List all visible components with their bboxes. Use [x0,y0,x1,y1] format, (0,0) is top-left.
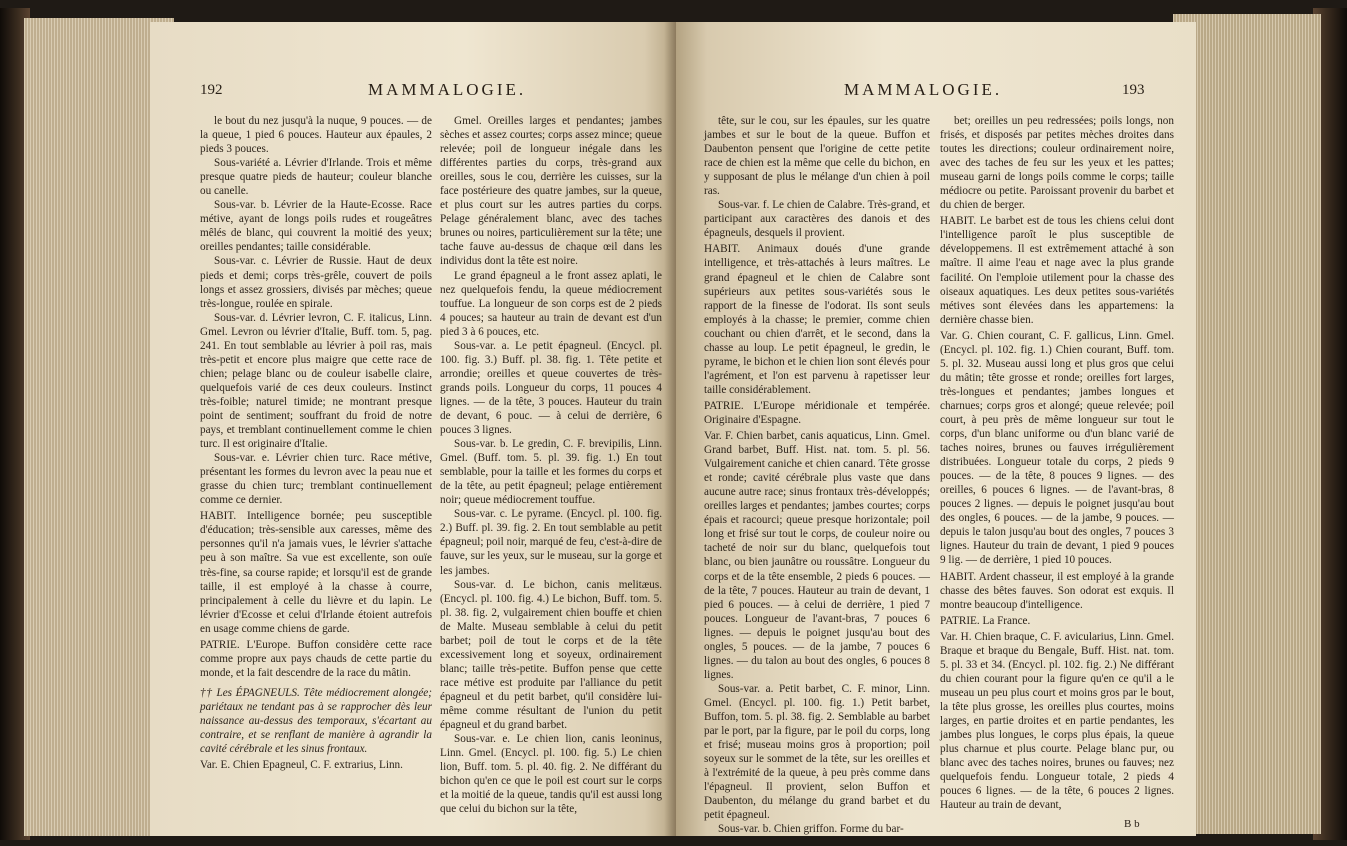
paragraph: Sous-var. b. Chien griffon. Forme du bar- [718,823,904,836]
paragraph: Var. E. Chien Epagneul, C. F. extrarius, Linn. [200,759,403,772]
paragraph: Sous-var. b. Le gredin, C. F. brevipilis, Linn. Gmel. (Buff. tom. 5. pl. 39. fig. 1.) En tout semblable, pour la taille et les formes du corps et de la tête, au petit épagneul; pelage entièrement noir; queue médiocrement touffue. [440,438,662,507]
paragraph: HABIT. Ardent chasseur, il est employé à la grande chasse des bêtes fauves. Son odorat est exquis. Il montre beaucoup d'intelligence. [940,570,1174,611]
paragraph: Sous-var. d. Le bichon, canis melitæus. (Encycl. pl. 100. fig. 4.) Le bichon, Buff. tom. 5. pl. 38. fig. 2, vulgairement chien bouffe et chien de Malte. Museau semblable à celui du petit barbet; poil de tout le corps et de la tête excessivement long et soyeux, ordinairement blanc; taille très-petite. Buffon pense que cette race métive est produite par l'alliance du petit épagneul et du petit barbet, qu'il considère lui-même comme résultant de l'union du petit épagneul et du grand barbet. [440,578,662,732]
right-column-b [940,114,1174,812]
paragraph: Sous-var. c. Lévrier de Russie. Haut de deux pieds et demi; corps très-grêle, couvert de poils longs et assez grossiers, divisés par mèches; queue très-longue, roulée en spirale. [200,255,432,310]
paragraph: HABIT. Animaux doués d'une grande intelligence, et très-attachés à leurs maîtres. Le grand épagneul et le chien de Calabre sont supérieurs aux petites sous-variétés sous le rapport de la finesse de l'odorat. Ils sont seuls employés à la chasse; le premier, comme chien couchant ou chien d'arrêt, et le second, dans la chasse au loup. Le petit épagneul, le gredin, le pyrame, le bichon et le chien lion sont élevés pour l'agrément, et l'on est parvenu à rapetisser leur taille considérablement. [704,243,930,396]
paragraph: Sous-var. e. Le chien lion, canis leoninus, Linn. Gmel. (Encycl. pl. 100. fig. 5.) Le chien lion, Buff. tom. 5. pl. 40. fig. 2. Ne différant du bichon qu'en ce que le poil est court sur le corps et la moitié de la queue, tandis qu'il est aussi long que celui du bichon sur la tête, [440,733,662,816]
paragraph: Gmel. Oreilles larges et pendantes; jambes sèches et assez courtes; corps assez mince; queue relevée; poil de longueur inégale dans les différentes parties du corps, très-grand aux oreilles, sous le cou, derrière les cuisses, sur la face postérieure des quatre jambes, sur la queue, et plus court sur les autres parties du corps. Pelage généralement blanc, avec des taches brunes ou noires, particulièrement sur la tête; une tache fauve au-dessus de chaque œil dans les individus dont la tête est noire. [440,115,662,268]
paragraph: Sous-var. a. Petit barbet, C. F. minor, Linn. Gmel. (Encycl. pl. 100. fig. 1.) Petit barbet, Buffon, tom. 5. pl. 38. fig. 2. Semblable au barbet par le port, par la figure, par le poil du corps, long et frisé; museau moins gros à proportion; poil soyeux sur le sommet de la tête, sur les oreilles et à l'extrémité de la queue, à peu près comme dans l'épagneul. Il provient, selon Buffon et Daubenton, du mélange du grand barbet et du petit épagneul. [704,682,930,822]
page-number-right: 193 [1122,82,1145,98]
paragraph: Sous-var. c. Le pyrame. (Encycl. pl. 100. fig. 2.) Buff. pl. 39. fig. 2. En tout semblable au petit épagneul; poil noir, marqué de feu, c'est-à-dire de fauve, sur les yeux, sur le museau, sur la gorge et les jambes. [440,508,662,577]
paragraph: Sous-var. b. Lévrier de la Haute-Ecosse. Race métive, ayant de longs poils rudes et rougeâtres mêlés de blanc, qui couvrent la moitié des yeux; oreilles pendantes; taille considérable. [200,199,432,254]
paragraph: PATRIE. La France. [940,614,1031,627]
paragraph: PATRIE. L'Europe méridionale et tempérée. Originaire d'Espagne. [704,399,930,426]
paragraph: HABIT. Le barbet est de tous les chiens celui dont l'intelligence paroît le plus susceptible de développemens. Il est extrêmement attaché à son maître. Il aime l'eau et nage avec la plus grande facilité. On l'emploie utilement pour la chasse des oiseaux aquatiques. Les deux petites sous-variétés métives sont élevées dans les appartemens: la dernière chasse bien. [940,215,1174,326]
paragraph: Sous-var. e. Lévrier chien turc. Race métive, présentant les formes du levron avec la peau nue et grasse du chien turc; tremblant continuellement comme ce dernier. [200,452,432,507]
paragraph: Var. H. Chien braque, C. F. avicularius, Linn. Gmel. Braque et braque du Bengale, Buff. Hist. nat. tom. 5. pl. 33 et 34. (Encycl. pl. 102. fig. 2.) Ne différant du chien courant pour la figure qu'en ce qu'il a le museau un peu plus court et moins gros par le bout, la tête plus grosse, les oreilles plus courtes, moins larges, en partie droites et en partie pendantes, les jambes plus longues, le corps plus épais, la queue plus charnue et plus courte. Pelage blanc pur, ou blanc avec des taches noires, brunes ou fauves; nez quelquefois fendu. Longueur totale, 2 pieds 4 pouces 6 lignes. — de la tête, 6 pouces 2 lignes. Hauteur au train de devant, [940,630,1174,812]
paragraph: Sous-variété a. Lévrier d'Irlande. Trois et même presque quatre pieds de hauteur; couleur blanche ou canelle. [200,157,432,198]
right-page [676,22,1196,836]
signature-mark: B b [1124,818,1140,830]
paragraph: Sous-var. d. Lévrier levron, C. F. italicus, Linn. Gmel. Levron ou lévrier d'Italie, Buff. tom. 5, pag. 241. En tout semblable au lévrier à poil ras, mais très-petit et encore plus maigre que cette race de chien; pelage blanc ou de couleur isabelle claire, quelquefois varié de ces deux couleurs. Instinct très-foible; naturel timide; ne montrant presque point de sentiment; souffrant du froid de notre pays, et tremblant continuellement comme le chien turc. Il est originaire d'Italie. [200,311,432,451]
paragraph: Le grand épagneul a le front assez aplati, le nez quelquefois fendu, la queue médiocrement touffue. La longueur de son corps est de 2 pieds 4 pouces; sa hauteur au train de devant est d'un pied 3 à 6 pouces, etc. [440,269,662,338]
paragraph: tête, sur le cou, sur les épaules, sur les quatre jambes et sur le bout de la queue. Buffon et Daubenton pensent que l'origine de cette petite race de chien est la même que celle du bichon, en y supposant de plus le mélange d'un chien à poil ras. [704,115,930,198]
paragraph: le bout du nez jusqu'à la nuque, 9 pouces. — de la queue, 1 pied 6 pouces. Hauteur aux épaules, 2 pieds 3 pouces. [200,115,432,156]
running-head-left: MAMMALOGIE. [368,80,527,99]
paragraph: Var. F. Chien barbet, canis aquaticus, Linn. Gmel. Grand barbet, Buff. Hist. nat. tom. 5. pl. 56. Vulgairement caniche et chien canard. Tête grosse et ronde; cavité cérébrale plus vaste que dans aucune autre race; sinus frontaux très-développés; oreilles larges et pendantes; jambes courtes; corps épais et racourci; queue presque horizontale; poil long et frisé sur tout le corps, de couleur noire ou tacheté de noir sur du blanc, quelquefois tout blanc, ou bien jaunâtre ou roussâtre. Longueur du corps et de la tête ensemble, 2 pieds 6 pouces. — de la tête, 7 pouces. Hauteur au train de devant, 1 pied 6 pouces. — à celui de derrière, 1 pied 7 pouces. Longueur de l'avant-bras, 7 pouces 6 lignes. — depuis le poignet jusqu'au bout des ongles, 5 pouces. — de la jambe, 7 pouces 6 lignes. — du talon au bout des ongles, 6 pouces 8 lignes. [704,430,930,681]
right-column-a [704,114,930,836]
paragraph: †† Les ÉPAGNEULS. Tête médiocrement alongée; pariétaux ne tendant pas à se rapprocher dès leur naissance au-dessus des temporaux, s'écartant au contraire, et se renflant de manière à agrandir la cavité cérébrale et les sinus frontaux. [200,686,432,756]
paragraph: Sous-var. a. Le petit épagneul. (Encycl. pl. 100. fig. 3.) Buff. pl. 38. fig. 1. Tête petite et arrondie; oreilles et queue couvertes de très-grands poils. Longueur du corps, 11 pouces 4 lignes. — de la tête, 3 pouces. Hauteur du train de devant, 6 pouc. — à celui de derrière, 6 pouces 3 lignes. [440,339,662,437]
left-column-a [200,114,432,772]
paragraph: bet; oreilles un peu redressées; poils longs, non frisés, et disposés par petites mèches droites dans toutes les directions; couleur ordinairement noire, avec des taches de feu sur les yeux et les pattes; museau garni de longs poils comme le corps; taille médiocre ou petite. Paroissant provenir du barbet et du chien de berger. [940,115,1174,212]
running-head-right: MAMMALOGIE. [844,80,1003,99]
paragraph: PATRIE. L'Europe. Buffon considère cette race comme propre aux pays chauds de cette partie du monde, et la fait descendre de la race du mâtin. [200,638,432,679]
page-number-left: 192 [200,82,223,98]
paragraph: Sous-var. f. Le chien de Calabre. Très-grand, et participant aux caractères des danois et des épagneuls, desquels il provient. [704,199,930,240]
left-column-b [440,114,662,816]
paragraph: Var. G. Chien courant, C. F. gallicus, Linn. Gmel. (Encycl. pl. 102. fig. 1.) Chien courant, Buff. tom. 5. pl. 32. Museau aussi long et plus gros que celui du mâtin; tête grosse et ronde; oreilles fort larges, très-longues et pendantes; jambes longues et charnues; corps gros et alongé; queue relevée; poil court, à peu près de même longueur sur tout le corps, d'un blanc uniforme ou d'un blanc varié de taches noires, brunes ou fauves irrégulièrement distribuées. Longueur totale du corps, 2 pieds 9 pouces. — de la tête, 8 pouces 9 lignes. — des oreilles, 6 pouces 6 lignes. — de l'avant-bras, 8 pouces 2 lignes. — depuis le poignet jusqu'au bout des ongles, 6 pouces. — de la jambe, 9 pouces. — depuis le talon jusqu'au bout des ongles, 7 pouces 3 lignes. Hauteur du train de devant, 1 pied 9 pouces 9 lig. — de derrière, 1 pied 10 pouces. [940,329,1174,567]
left-page [150,22,676,836]
paragraph: HABIT. Intelligence bornée; peu susceptible d'éducation; très-sensible aux caresses, même des personnes qu'il n'a jamais vues, le lévrier s'attache peu à son maître. Sa vue est excellente, son ouïe très-fine, sa course rapide; et lorsqu'il est de grande taille, il est employé à la chasse à courre, principalement à celle du lièvre et du lapin. Le lévrier d'Ecosse et celui d'Irlande étoient autrefois en usage comme chiens de garde. [200,510,432,635]
